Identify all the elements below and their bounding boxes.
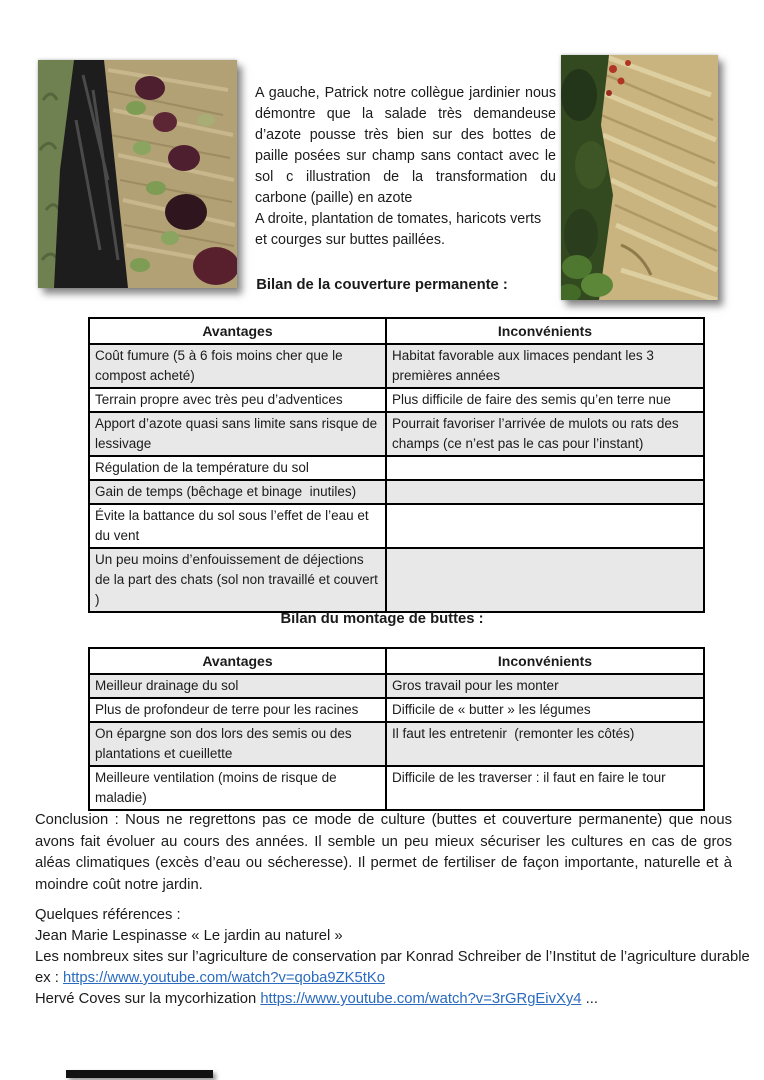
- buttes-header-row: [89, 648, 704, 674]
- couverture-table: [88, 317, 705, 613]
- left-garden-photo: [38, 60, 237, 288]
- intro-paragraph-1: A gauche, Patrick notre collègue jardinier nous démontre que la salade très demandeuse d’azote pousse très bien sur des bottes de paille posées sur champ sans contact avec le sol c illustration de la transformation du carbone (paille) en azote: [255, 85, 556, 206]
- table-cell: Meilleure ventilation (moins de risque de maladie): [89, 766, 386, 810]
- youtube-link-1[interactable]: https://www.youtube.com/watch?v=qoba9ZK5tKo: [62, 970, 385, 986]
- reference-link2-suffix: ...: [581, 991, 598, 1007]
- table-cell: Régulation de la température du sol: [89, 456, 386, 480]
- table-row: [89, 674, 704, 698]
- table-row: [89, 698, 704, 722]
- right-garden-photo-art: [561, 55, 718, 300]
- cropped-photo-top-edge: [66, 1070, 213, 1078]
- table-cell: Difficile de « butter » les légumes: [386, 698, 704, 722]
- youtube-link-2[interactable]: https://www.youtube.com/watch?v=3rGRgEivXy4: [260, 991, 582, 1007]
- table-cell: Plus de profondeur de terre pour les racines: [89, 698, 386, 722]
- reference-link2-line: [35, 989, 735, 1010]
- table-cell: [386, 548, 704, 612]
- table-cell: Pourrait favoriser l’arrivée de mulots ou rats des champs (ce n’est pas le cas pour l’instant): [386, 412, 704, 456]
- table-cell: Difficile de les traverser : il faut en faire le tour: [386, 766, 704, 810]
- table-row: [89, 456, 704, 480]
- reference-lespinasse: Jean Marie Lespinasse « Le jardin au naturel »: [35, 928, 343, 944]
- table-cell: Coût fumure (5 à 6 fois moins cher que le compost acheté): [89, 344, 386, 388]
- section2-title: Bilan du montage de buttes :: [280, 611, 484, 627]
- table-row: [89, 480, 704, 504]
- reference-link1-prefix: ex :: [35, 970, 63, 986]
- buttes-table: [88, 647, 705, 811]
- couverture-header-avantages: Avantages: [89, 318, 386, 344]
- table-row: [89, 388, 704, 412]
- table-cell: Plus difficile de faire des semis qu’en terre nue: [386, 388, 704, 412]
- intro-text: [255, 83, 556, 251]
- intro-paragraph-2: A droite, plantation de tomates, haricots verts et courges sur buttes paillées.: [255, 211, 542, 248]
- table-row: [89, 548, 704, 612]
- table-row: [89, 766, 704, 810]
- table-cell: Gain de temps (bêchage et binage inutiles): [89, 480, 386, 504]
- table-cell: Apport d’azote quasi sans limite sans risque de lessivage: [89, 412, 386, 456]
- table-cell: Meilleur drainage du sol: [89, 674, 386, 698]
- references-title: Quelques références :: [35, 907, 181, 923]
- references-block: [35, 905, 750, 1010]
- table-cell: [386, 504, 704, 548]
- table-cell: [386, 480, 704, 504]
- reference-schreiber: Les nombreux sites sur l’agriculture de conservation par Konrad Schreiber de l’Institut de l’agriculture durable: [35, 949, 750, 965]
- reference-link2-prefix: Hervé Coves sur la mycorhization: [35, 991, 261, 1007]
- table-cell: Habitat favorable aux limaces pendant les 3 premières années: [386, 344, 704, 388]
- section1-title: Bilan de la couverture permanente :: [256, 277, 508, 293]
- buttes-header-avantages: Avantages: [89, 648, 386, 674]
- couverture-header-inconvenients: Inconvénients: [386, 318, 704, 344]
- table-row: [89, 344, 704, 388]
- table-cell: Gros travail pour les monter: [386, 674, 704, 698]
- table-cell: [386, 456, 704, 480]
- table-cell: On épargne son dos lors des semis ou des plantations et cueillette: [89, 722, 386, 766]
- buttes-header-inconvenients: Inconvénients: [386, 648, 704, 674]
- table-cell: Évite la battance du sol sous l’effet de l’eau et du vent: [89, 504, 386, 548]
- table-row: [89, 722, 704, 766]
- table-cell: Il faut les entretenir (remonter les côtés): [386, 722, 704, 766]
- left-garden-photo-art: [38, 60, 237, 288]
- conclusion-paragraph: Conclusion : Nous ne regrettons pas ce mode de culture (buttes et couverture permanente) que nous avons fait évoluer au cours des années. Il semble un peu mieux sécuriser les cultures en cas de gros aléas climatiques (excès d’eau ou sécheresse). Il permet de fertiliser de façon importante, naturelle et à moindre coût notre jardin.: [35, 812, 732, 893]
- reference-link1-line: [35, 968, 735, 989]
- table-cell: Un peu moins d’enfouissement de déjections de la part des chats (sol non travaillé et couvert ): [89, 548, 386, 612]
- right-garden-photo: [561, 55, 718, 300]
- table-row: [89, 412, 704, 456]
- table-row: [89, 504, 704, 548]
- couverture-header-row: [89, 318, 704, 344]
- table-cell: Terrain propre avec très peu d’adventices: [89, 388, 386, 412]
